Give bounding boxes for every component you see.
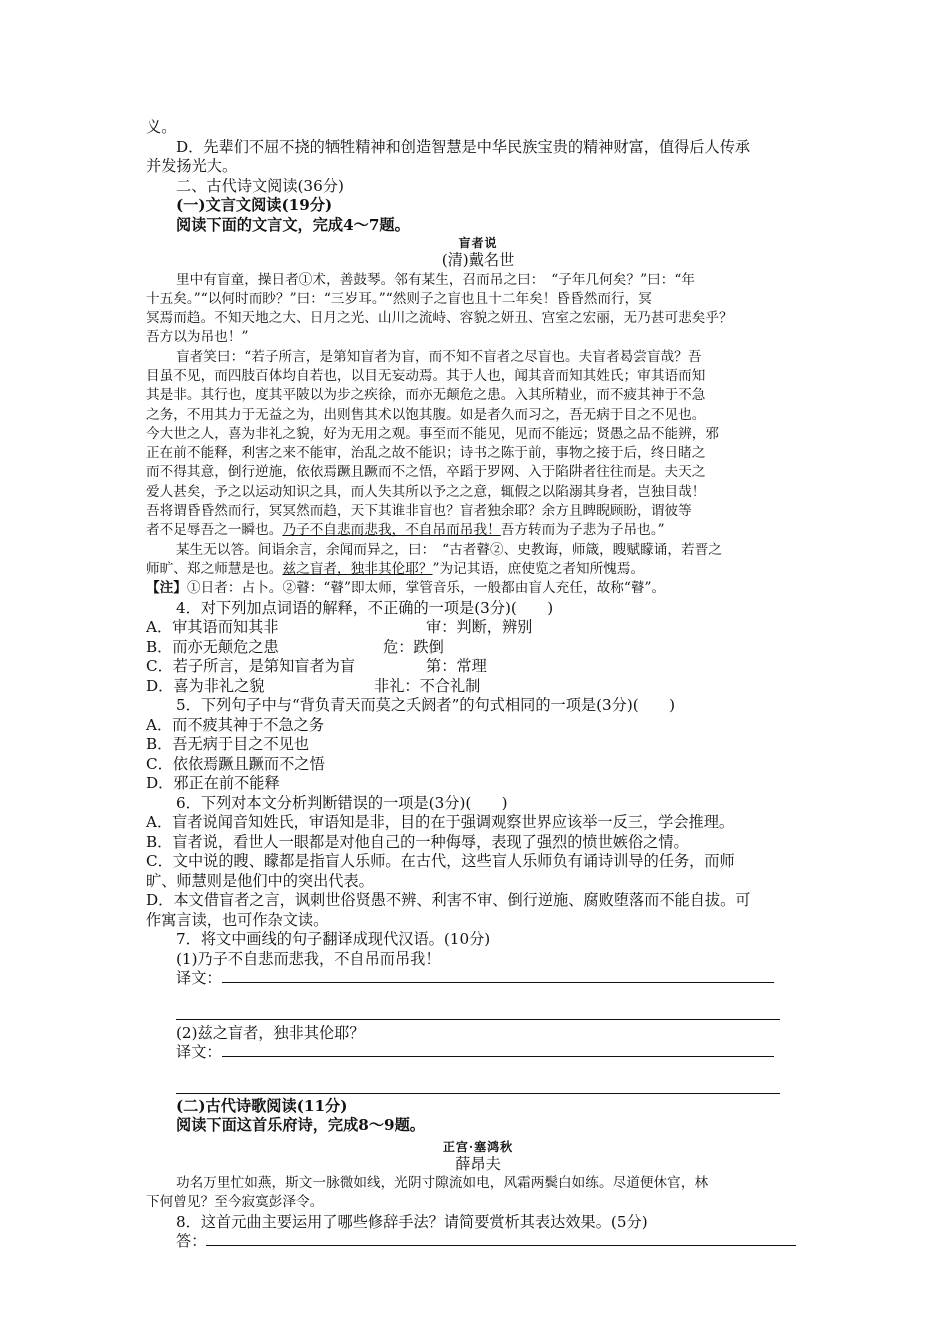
option-line: D．邪正在前不能释 — [146, 774, 280, 793]
essay-author: (清)戴名世 — [441, 251, 515, 269]
essay-text: 者不足辱吾之一瞬也。 — [146, 522, 283, 539]
underlined-sentence-1: 乃子不自悲而悲我，不自吊而吊我！ — [282, 522, 501, 539]
answer-line — [146, 1043, 810, 1063]
essay-line: 其是非。其行也，度其平陂以为步之疾徐，而亦无颠危之患。入其所精业，而不疲其神于不急 — [146, 387, 706, 404]
essay-line: 爱人甚矣，予之以运动知识之具，而人失其所以予之之意，辄假之以陷溺其身者，岂独目哉！ — [146, 483, 706, 500]
option-line — [146, 657, 810, 677]
answer-blank[interactable] — [206, 1232, 796, 1246]
essay-paragraph-1 — [146, 271, 810, 348]
answer-label: 译文： — [176, 1043, 222, 1062]
option-line: B．吾无病于目之不见也 — [146, 735, 310, 754]
option-sentence: B．而亦无颠危之患 — [146, 637, 279, 656]
essay-paragraph-3 — [146, 541, 810, 580]
option-line: C．依依焉蹶且蹶而不之悟 — [146, 754, 325, 773]
question-8-stem: 8．这首元曲主要运用了哪些修辞手法？请简要赏析其表达效果。(5分) — [176, 1212, 648, 1231]
answer-blank-line[interactable] — [176, 1075, 780, 1094]
essay-line: 正在前不能释，利害之来不能审，治乱之故不能识；诗书之陈于前，事物之接于后，终日睹之 — [146, 445, 706, 462]
poem-title: 正宫·塞鸿秋 — [442, 1139, 514, 1154]
option-sentence: A．审其语而知其非 — [146, 618, 279, 637]
answer-blank-line[interactable] — [176, 1001, 780, 1020]
essay-line: 吾方以为吊也！” — [146, 329, 249, 346]
note-label: 【注】 — [146, 580, 187, 597]
question-stem: 4．对下列加点词语的解释，不正确的一项是(3分)( ) — [176, 598, 554, 617]
text-line: 义。 — [146, 118, 177, 136]
option-line: 旷、师慧则是他们中的突出代表。 — [146, 871, 374, 890]
option-d-line: D．先辈们不屈不挠的牺牲精神和创造智慧是中华民族宝贵的精神财富，值得后人传承 — [176, 137, 751, 156]
essay-line: 今大世之人，喜为非礼之貌，好为无用之观。事至而不能见，见而不能远；贤愚之品不能辨，邪 — [146, 425, 720, 442]
question-stem: 7．将文中画线的句子翻译成现代汉语。(10分) — [176, 930, 491, 949]
option-gloss: 非礼：不合礼制 — [374, 676, 481, 695]
option-gloss: 审：判断，辨别 — [426, 618, 533, 637]
answer-label: 译文： — [176, 969, 222, 988]
essay-line — [146, 560, 810, 579]
question-4 — [146, 599, 810, 697]
question-stem: 5．下列句子中与“背负青天而莫之夭阏者”的句式相同的一项是(3分)( ) — [176, 696, 675, 715]
option-line: D．本文借盲者之言，讽刺世俗贤愚不辨、利害不审、倒行逆施、腐败堕落而不能自拔。可 — [146, 891, 751, 910]
essay-line: 之务，不用其力于无益之为，出则售其术以饱其腹。如是者久而习之，吾无病于目之不见也。 — [146, 406, 706, 423]
essay-text: 吾方转而为子悲为子吊也。” — [500, 522, 665, 539]
answer-blank[interactable] — [222, 969, 774, 983]
option-gloss: 危：跌倒 — [383, 637, 444, 656]
option-line: A．而不疲其神于不急之务 — [146, 715, 325, 734]
essay-line: 冥焉而趋。不知天地之大、日月之光、山川之流峙、容貌之妍丑、宫室之宏丽，无乃甚可悲矣乎？ — [146, 310, 733, 327]
part1-instruction: 阅读下面的文言文，完成4～7题。 — [176, 215, 410, 234]
essay-line: 里中有盲童，操日者①术，善鼓琴。邻有某生，召而吊之曰： “子年几何矣？”曰：“年 — [176, 271, 696, 288]
section-title: 二、古代诗文阅读(36分) — [176, 176, 344, 195]
essay-line: 某生无以答。间诣余言，余闻而异之，曰： “古者瞽②、史教诲，师箴，瞍赋矇诵，若晋之 — [176, 541, 722, 558]
essay-paragraph-2 — [146, 348, 810, 541]
sentence-2: (2)兹之盲者，独非其伦耶？ — [176, 1023, 365, 1042]
essay-text: ”为记其语，庶使览之者知所愧焉。 — [432, 560, 645, 577]
part2-heading: (二)古代诗歌阅读(11分) — [176, 1096, 348, 1115]
option-line: C．文中说的瞍、矇都是指盲人乐师。在古代，这些盲人乐师负有诵诗训导的任务，而师 — [146, 852, 735, 871]
option-line — [146, 677, 810, 697]
part2-instruction: 阅读下面这首乐府诗，完成8～9题。 — [176, 1116, 425, 1135]
answer-label: 答： — [176, 1232, 207, 1251]
sentence-1: (1)乃子不自悲而悲我，不自吊而吊我！ — [176, 949, 441, 968]
question-7 — [146, 930, 810, 1094]
answer-blank[interactable] — [222, 1043, 774, 1057]
option-sentence: D．喜为非礼之貌 — [146, 676, 265, 695]
answer-line — [146, 969, 810, 989]
option-line — [146, 618, 810, 638]
essay-title: 盲者说 — [458, 236, 498, 250]
option-line — [146, 638, 810, 658]
essay-line: 而不得其意，倒行逆施，依依焉蹶且蹶而不之悟，卒蹈于罗网、入于陷阱者往往而是。夫天之 — [146, 464, 706, 481]
option-line: 作寓言读，也可作杂文读。 — [146, 910, 329, 929]
answer-line — [146, 1232, 810, 1252]
part1-heading: (一)文言文阅读(19分) — [176, 196, 333, 214]
essay-line: 盲者笑曰：“若子所言，是第知盲者为盲，而不知不盲者之尽盲也。夫盲者曷尝盲哉？吾 — [176, 348, 702, 365]
essay-line: 吾将谓昏昏然而行，冥冥然而趋，天下其谁非盲也？盲者独余耶？余方且睥睨顾盼，谓彼等 — [146, 503, 692, 520]
poem-line: 功名万里忙如燕，斯文一脉微如线，光阴寸隙流如电，风霜两鬓白如练。尽道便休官，林 — [176, 1175, 709, 1192]
option-sentence: C．若子所言，是第知盲者为盲 — [146, 657, 356, 676]
underlined-sentence-2: 兹之盲者，独非其伦耶？ — [282, 560, 433, 577]
footnote — [146, 579, 810, 598]
question-stem: 6．下列对本文分析判断错误的一项是(3分)( ) — [176, 793, 508, 812]
question-6 — [146, 794, 810, 931]
poem-author: 薛昂夫 — [455, 1154, 501, 1173]
option-line: A．盲者说闻音知姓氏，审语知是非，目的在于强调观察世界应该举一反三，学会推理。 — [146, 813, 735, 832]
essay-line: 目虽不见，而四肢百体均自若也，以目无妄动焉。其于人也，闻其音而知其姓氏；审其语而知 — [146, 367, 706, 384]
option-line: B．盲者说，看世人一眼都是对他自己的一种侮辱，表现了强烈的愤世嫉俗之情。 — [146, 832, 689, 851]
essay-line: 十五矣。”“以何时而眇？”曰：“三岁耳。”“然则子之盲也且十二年矣！昏昏然而行，冥 — [146, 290, 652, 307]
option-gloss: 第：常理 — [426, 657, 487, 676]
text-line: 并发扬光大。 — [146, 157, 238, 175]
poem-line: 下何曾见？至今寂寞彭泽令。 — [146, 1194, 324, 1211]
essay-text: 师旷、郑之师慧是也。 — [146, 560, 283, 577]
document-page — [146, 118, 810, 1252]
question-5 — [146, 696, 810, 794]
note-text: ①日者：占卜。②瞽：“瞽”即太师，掌管音乐，一般都由盲人充任，故称“瞽”。 — [186, 580, 666, 597]
essay-line — [146, 521, 810, 540]
